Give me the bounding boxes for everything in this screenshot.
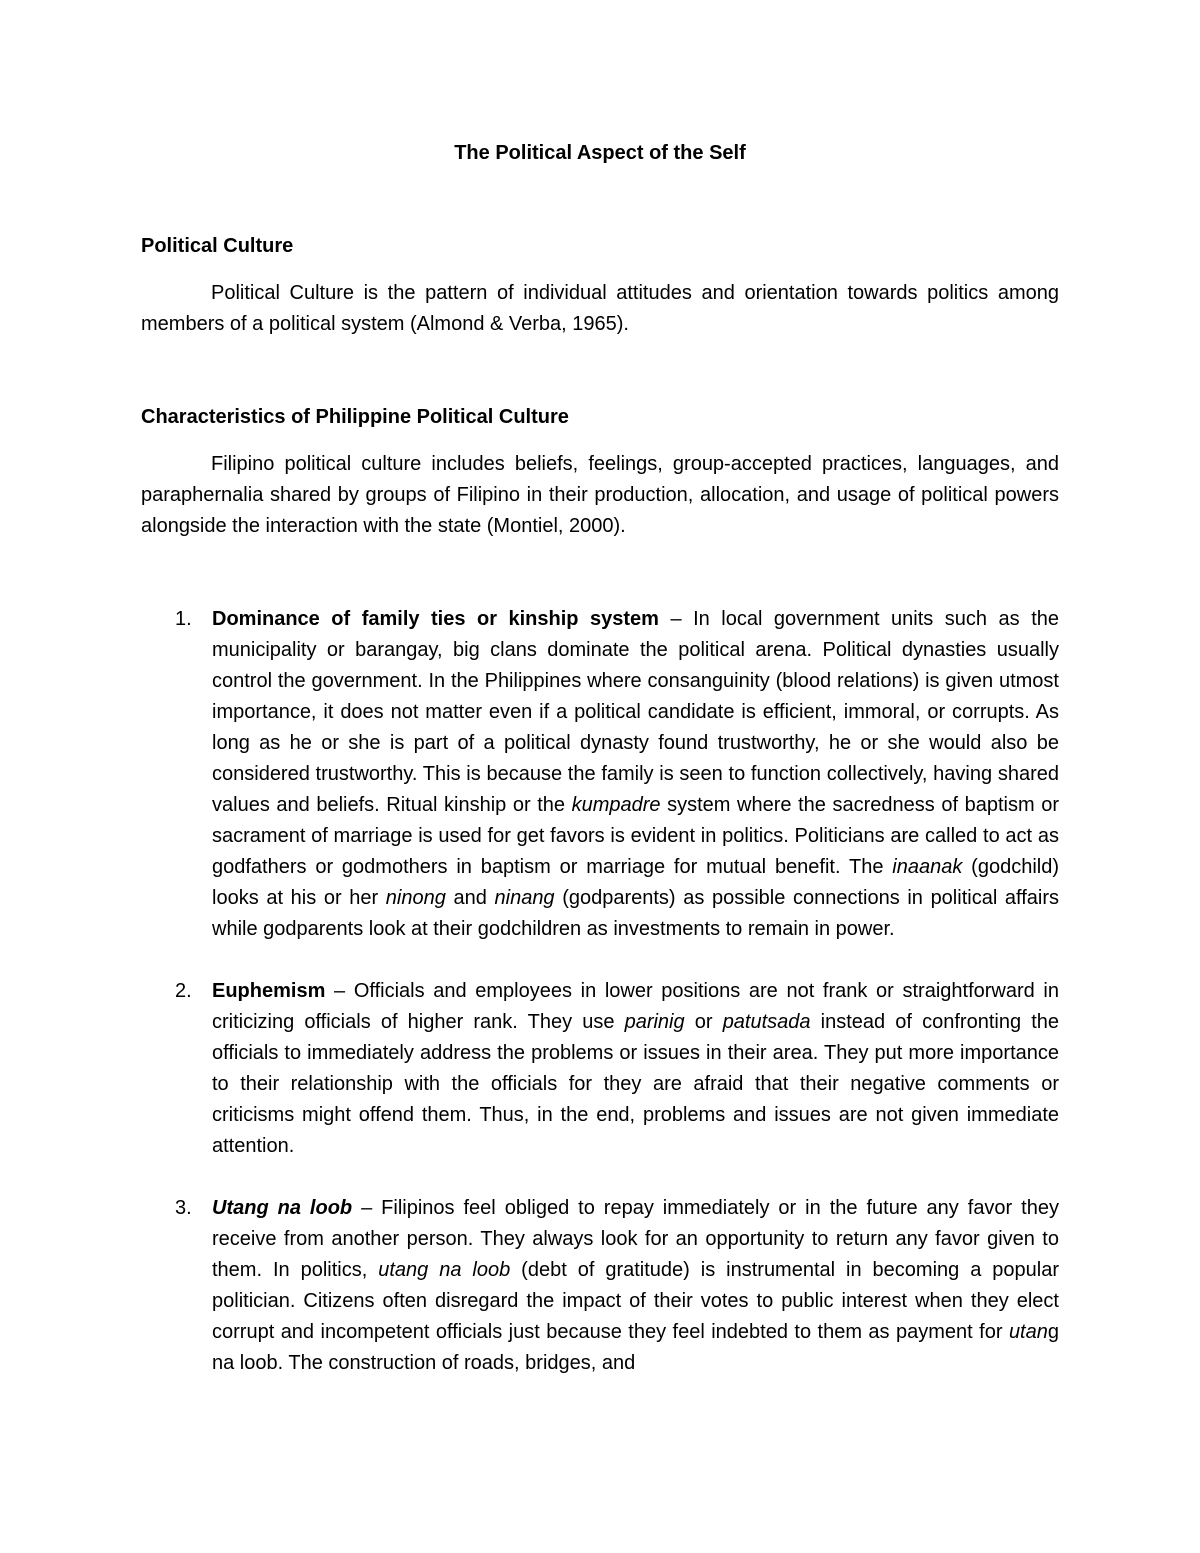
list-item-text: g na loob. The construction of roads, bridges, and bbox=[212, 1321, 1059, 1374]
list-item-text: Officials and employees in lower positions are not frank or straightforward in criticizing officials of higher rank. They use bbox=[212, 980, 1059, 1033]
list-item-term: Utang na loob bbox=[212, 1197, 353, 1219]
list-item-number: 1. bbox=[175, 608, 192, 630]
list-item-text: (debt of gratitude) is instrumental in becoming a popular politician. Citizens often disregard the impact of their votes to public interest when they elect corrupt and incompetent officials just because they feel indebted to them as payment for bbox=[212, 1259, 1059, 1343]
paragraph-filipino-political-culture: Filipino political culture includes beliefs, feelings, group-accepted practices, languages, and paraphernalia shared by groups of Filipino in their production, allocation, and usage of political powers alongside the interaction with the state (Montiel, 2000). bbox=[141, 453, 1059, 537]
list-item-text: (godchild) looks at his or her bbox=[212, 856, 1059, 909]
list-item-italic-term: inaanak bbox=[892, 856, 963, 878]
list-item-text: (godparents) as possible connections in political affairs while godparents look at their godchildren as investments to remain in power. bbox=[212, 887, 1059, 940]
document-body bbox=[141, 138, 1059, 1379]
list-item-number: 2. bbox=[175, 980, 192, 1002]
characteristics-list bbox=[141, 604, 1059, 1379]
list-item-italic-term: ninong bbox=[385, 887, 446, 909]
section-heading-political-culture: Political Culture bbox=[141, 235, 294, 257]
list-item-text: and bbox=[445, 887, 495, 909]
list-item-text: Filipinos feel obliged to repay immediately or in the future any favor they receive from another person. They always look for an opportunity to return any favor given to them. In politics, bbox=[212, 1197, 1059, 1281]
list-item-utang-na-loob bbox=[141, 1193, 1059, 1379]
list-item-text: system where the sacredness of baptism or sacrament of marriage is used for get favors is evident in politics. Politicians are called to act as godfathers or godmothers in baptism or marriage for mutual benefit. The bbox=[212, 794, 1060, 878]
list-item-term: Dominance of family ties or kinship system bbox=[212, 608, 659, 630]
list-item-italic-term: patutsada bbox=[722, 1011, 811, 1033]
list-item-text: instead of confronting the officials to immediately address the problems or issues in their area. They put more importance to their relationship with the officials for they are afraid that their negative comments or criticisms might offend them. Thus, in the end, problems and issues are not given immediate attention. bbox=[212, 1011, 1060, 1157]
list-item-number: 3. bbox=[175, 1197, 192, 1219]
list-item-euphemism bbox=[141, 976, 1059, 1162]
list-item-text: or bbox=[684, 1011, 723, 1033]
list-item-italic-term: kumpadre bbox=[571, 794, 661, 816]
list-item-kinship bbox=[141, 604, 1059, 945]
list-item-dash: – bbox=[352, 1197, 382, 1219]
section-heading-characteristics: Characteristics of Philippine Political Culture bbox=[141, 406, 569, 428]
list-item-term: Euphemism bbox=[212, 980, 326, 1002]
document-title: The Political Aspect of the Self bbox=[454, 142, 746, 164]
list-item-italic-term: parinig bbox=[624, 1011, 685, 1033]
list-item-dash: – bbox=[658, 608, 694, 630]
list-item-italic-term: utan bbox=[1008, 1321, 1048, 1343]
list-item-dash: – bbox=[325, 980, 354, 1002]
list-item-italic-term: ninang bbox=[494, 887, 555, 909]
list-item-text: In local government units such as the municipality or barangay, big clans dominate the political arena. Political dynasties usually control the government. In the Philippines where consanguinity (blood relations) is given utmost importance, it does not matter even if a political candidate is efficient, immoral, or corrupts. As long as he or she is part of a political dynasty found trustworthy, he or she would also be considered trustworthy. This is because the family is seen to function collectively, having shared values and beliefs. Ritual kinship or the bbox=[212, 608, 1059, 816]
list-item-italic-term: utang na loob bbox=[378, 1259, 511, 1281]
paragraph-political-culture-definition: Political Culture is the pattern of individual attitudes and orientation towards politics among members of a political system (Almond & Verba, 1965). bbox=[141, 282, 1059, 335]
